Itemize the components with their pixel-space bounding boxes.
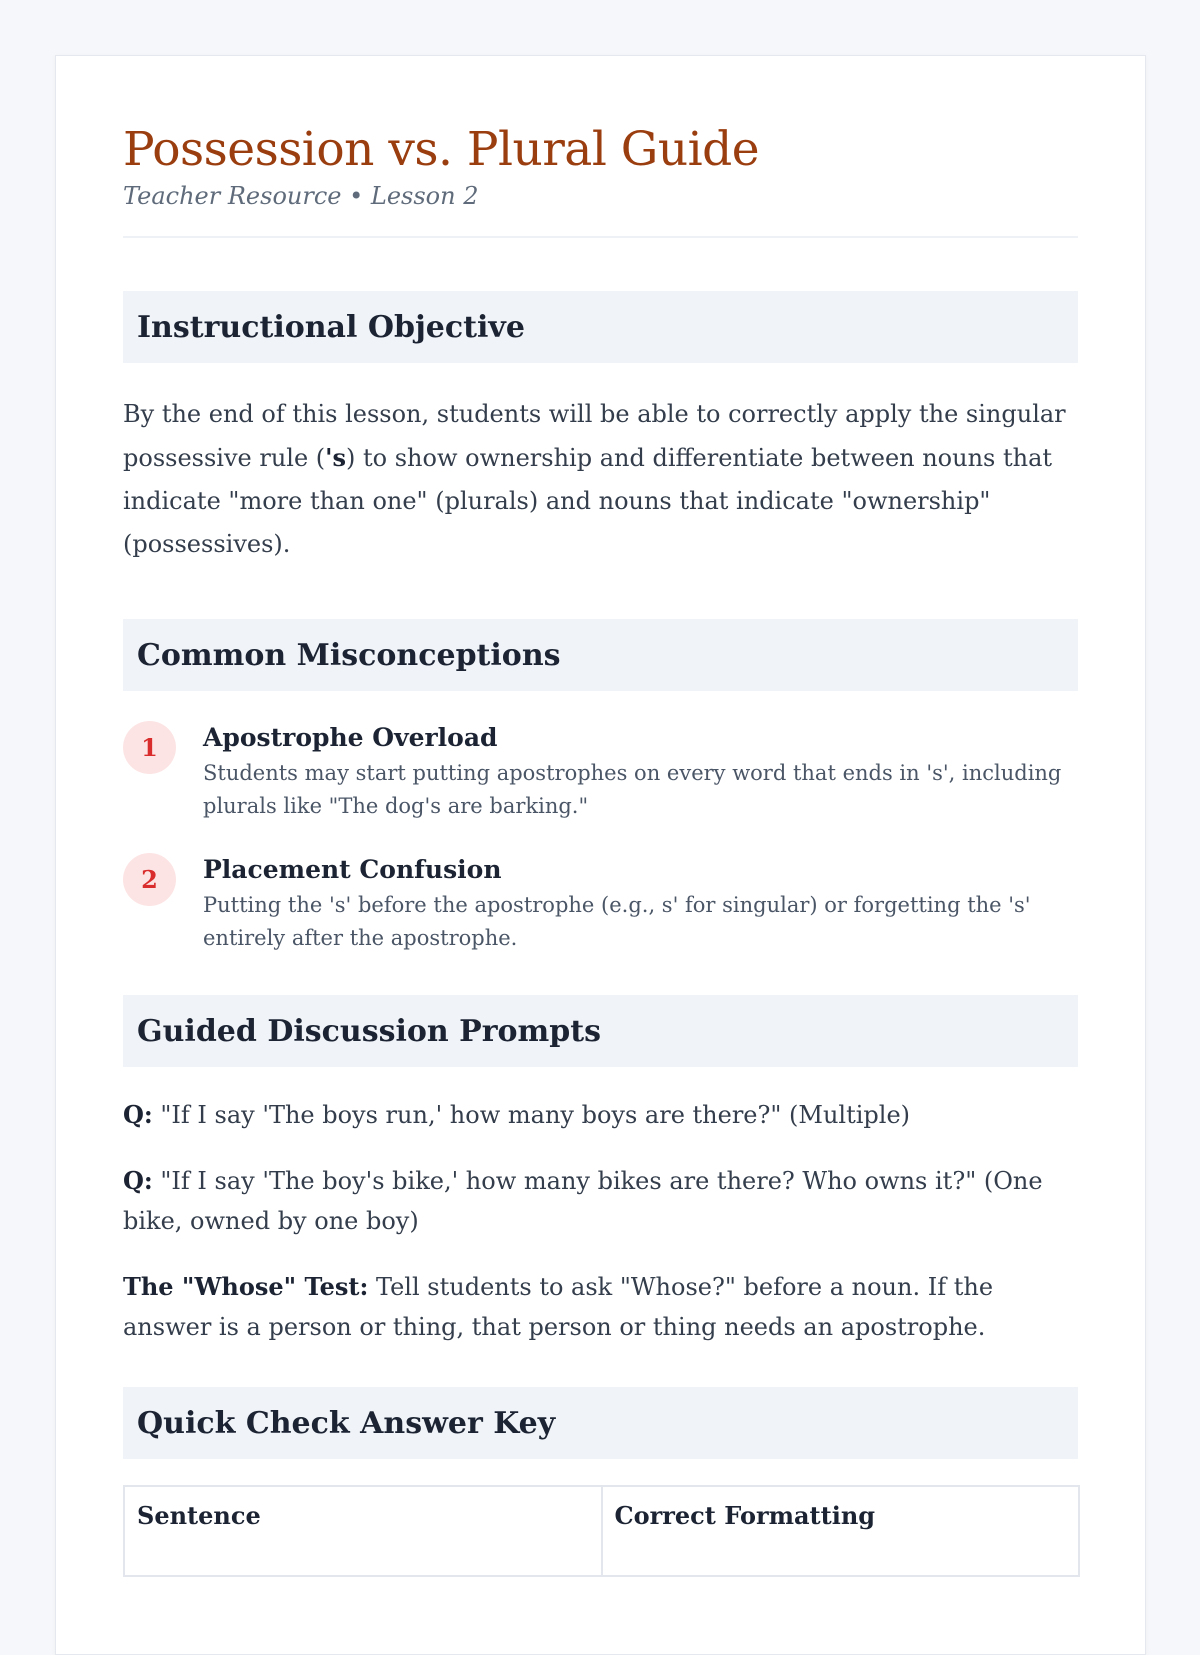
number-badge: 2 [123, 853, 176, 906]
answer-key-table [123, 1485, 1080, 1577]
misconception-description: Students may start putting apostrophes on every word that ends in 's', including plurals like "The dog's are barking." [203, 761, 1062, 819]
misconception-title: Placement Confusion [203, 855, 502, 885]
misconception-body [203, 853, 1063, 955]
section-header-objective [123, 291, 1078, 363]
discussion-prompt [123, 1095, 1073, 1135]
section-heading: Guided Discussion Prompts [137, 1013, 601, 1049]
discussion-prompt [123, 1267, 1073, 1347]
section-header-discussion [123, 995, 1078, 1067]
prompt-label: Q: [123, 1100, 153, 1130]
objective-paragraph [123, 393, 1073, 566]
page-title: Possession vs. Plural Guide [123, 122, 760, 177]
misconception-list [123, 721, 1078, 955]
list-item [123, 721, 1078, 823]
possessive-rule: 's [325, 443, 347, 473]
prompt-text: "If I say 'The boy's bike,' how many bikes are there? Who owns it?" (One bike, owned by one boy) [123, 1167, 1043, 1236]
section-heading: Quick Check Answer Key [137, 1405, 556, 1441]
number-badge: 1 [123, 721, 176, 774]
misconception-description: Putting the 's' before the apostrophe (e.g., s' for singular) or forgetting the 's' entirely after the apostrophe. [203, 893, 1031, 951]
prompt-list [123, 1095, 1078, 1347]
column-header-sentence: Sentence [124, 1486, 602, 1576]
prompt-label: The "Whose" Test: [123, 1272, 369, 1302]
prompt-label: Q: [123, 1166, 153, 1196]
objective-text-end: ) to show ownership and differentiate between nouns that indicate "more than one" (plurals) and nouns that indicate "ownership" (possessives). [123, 444, 1053, 559]
objective-text-start: By the end of this lesson, students will be able to correctly apply the singular possessive rule ( [123, 400, 1066, 473]
section-heading: Instructional Objective [137, 309, 525, 345]
page-subtitle: Teacher Resource • Lesson 2 [123, 182, 1078, 238]
column-header-correct-formatting: Correct Formatting [602, 1486, 1080, 1576]
misconception-body [203, 721, 1063, 823]
section-heading: Common Misconceptions [137, 637, 561, 673]
misconception-title: Apostrophe Overload [203, 723, 498, 753]
prompt-text: "If I say 'The boys run,' how many boys are there?" (Multiple) [152, 1101, 911, 1130]
section-header-answer-key [123, 1387, 1078, 1459]
section-header-misconceptions [123, 619, 1078, 691]
prompt-text: Tell students to ask "Whose?" before a noun. If the answer is a person or thing, that person or thing needs an apostrophe. [123, 1273, 994, 1342]
list-item [123, 853, 1078, 955]
document-page [55, 55, 1146, 1655]
discussion-prompt [123, 1161, 1073, 1241]
table-header-row [124, 1486, 1079, 1576]
